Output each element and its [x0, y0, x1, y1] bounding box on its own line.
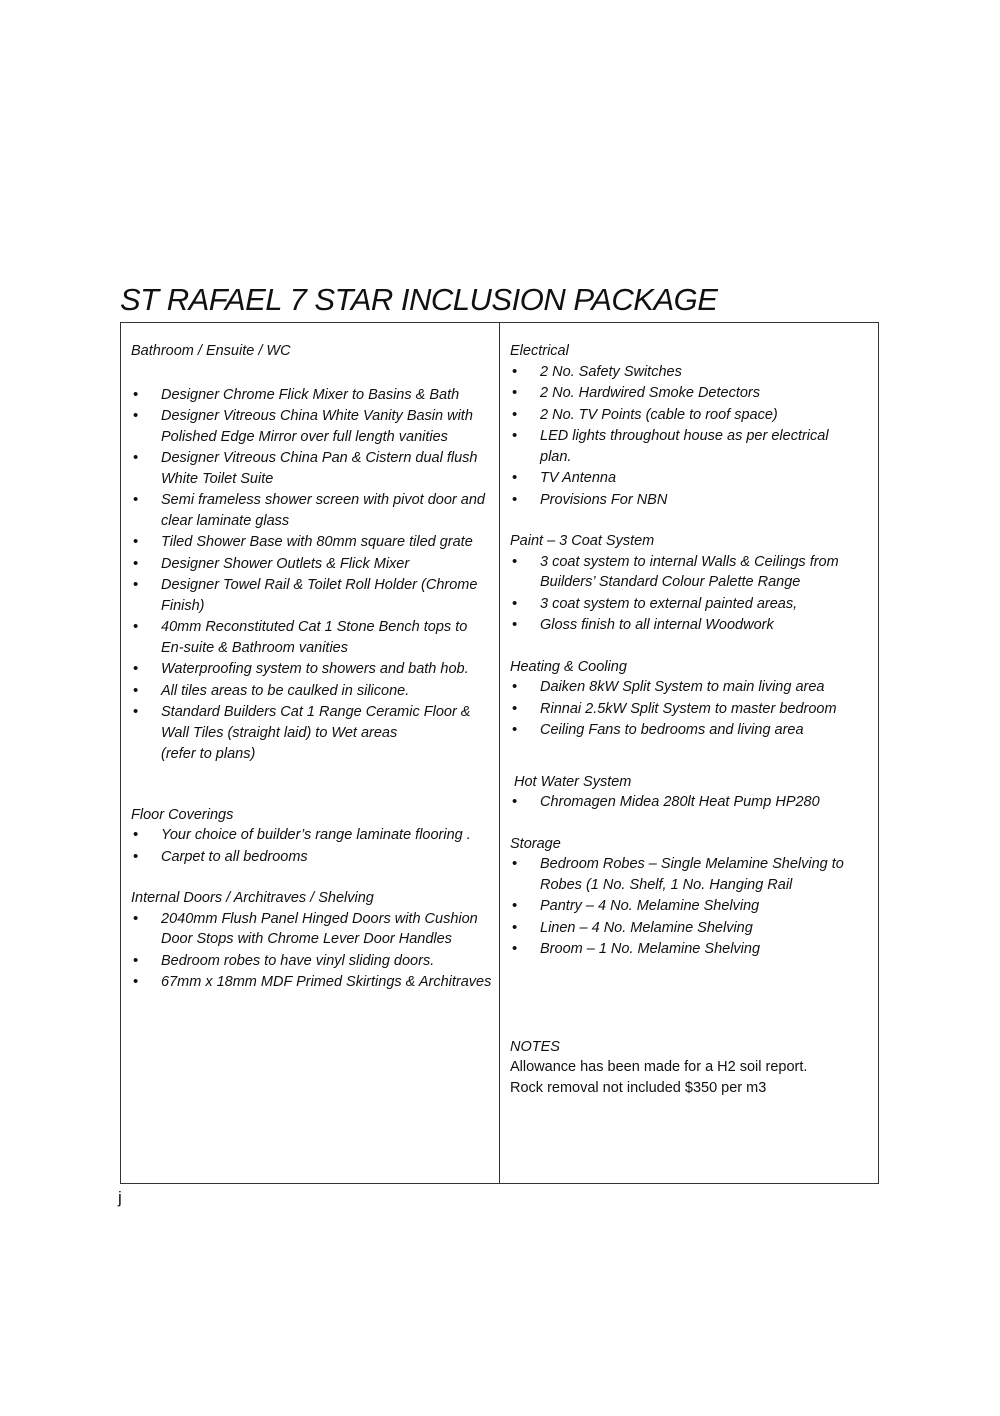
list-item: • Pantry – 4 No. Melamine Shelving: [510, 896, 862, 917]
list-item: • Gloss finish to all internal Woodwork: [510, 615, 862, 636]
list-item: • Rinnai 2.5kW Split System to master bedroom: [510, 699, 862, 720]
notes-line: Rock removal not included $350 per m3: [510, 1079, 767, 1096]
list-item: • Bedroom robes to have vinyl sliding doors.: [131, 951, 493, 972]
list-item: • Bedroom Robes – Single Melamine Shelving to Robes (1 No. Shelf, 1 No. Hanging Rail: [510, 854, 862, 895]
section-heading-floor: Floor Coverings: [131, 806, 234, 823]
list-item: • 2 No. Hardwired Smoke Detectors: [510, 383, 862, 404]
list-item: • Daiken 8kW Split System to main living area: [510, 677, 862, 698]
list-item: • Carpet to all bedrooms: [131, 847, 493, 868]
list-item: • Designer Chrome Flick Mixer to Basins & Bath: [131, 385, 493, 406]
list-item: • Broom – 1 No. Melamine Shelving: [510, 939, 862, 960]
list-item: • Standard Builders Cat 1 Range Ceramic Floor & Wall Tiles (straight laid) to Wet areas: [131, 702, 493, 743]
section-heading-notes: NOTES: [510, 1038, 560, 1055]
list-item: • Chromagen Midea 280lt Heat Pump HP280: [510, 792, 862, 813]
column-divider: [499, 323, 500, 1183]
hotwater-list: [510, 792, 862, 813]
list-item: • LED lights throughout house as per electrical plan.: [510, 426, 862, 467]
list-item: • 2 No. Safety Switches: [510, 362, 862, 383]
list-item: • 2040mm Flush Panel Hinged Doors with Cushion Door Stops with Chrome Lever Door Handles: [131, 909, 493, 950]
doors-list: [131, 909, 493, 993]
inclusion-table: [120, 322, 879, 1184]
section-heading-doors: Internal Doors / Architraves / Shelving: [131, 890, 374, 906]
storage-list: [510, 854, 862, 960]
list-item: • Designer Vitreous China White Vanity Basin with Polished Edge Mirror over full length vanities: [131, 406, 493, 447]
bathroom-note: (refer to plans): [161, 746, 256, 762]
section-heading-bathroom: Bathroom / Ensuite / WC: [131, 343, 291, 359]
list-item: • Ceiling Fans to bedrooms and living area: [510, 720, 862, 741]
right-column: [510, 341, 862, 1098]
notes-line: Allowance has been made for a H2 soil report.: [510, 1059, 808, 1075]
electrical-list: [510, 362, 862, 511]
section-heading-storage: Storage: [510, 835, 561, 852]
list-item: • 40mm Reconstituted Cat 1 Stone Bench tops to En-suite & Bathroom vanities: [131, 617, 493, 658]
paint-list: [510, 552, 862, 636]
left-column: [131, 341, 493, 994]
section-heading-heating: Heating & Cooling: [510, 658, 627, 675]
list-item: • Semi frameless shower screen with pivot door and clear laminate glass: [131, 490, 493, 531]
list-item: • Provisions For NBN: [510, 490, 862, 511]
list-item: • Designer Towel Rail & Toilet Roll Holder (Chrome Finish): [131, 575, 493, 616]
list-item: • TV Antenna: [510, 468, 862, 489]
list-item: • 3 coat system to external painted areas,: [510, 594, 862, 615]
list-item: • 2 No. TV Points (cable to roof space): [510, 405, 862, 426]
floor-list: [131, 825, 493, 867]
list-item: • Linen – 4 No. Melamine Shelving: [510, 918, 862, 939]
list-item: • Designer Vitreous China Pan & Cistern dual flush White Toilet Suite: [131, 448, 493, 489]
list-item: • All tiles areas to be caulked in silicone.: [131, 681, 493, 702]
list-item: • Designer Shower Outlets & Flick Mixer: [131, 554, 493, 575]
list-item: • Waterproofing system to showers and bath hob.: [131, 659, 493, 680]
list-item: • 67mm x 18mm MDF Primed Skirtings & Architraves: [131, 972, 493, 993]
list-item: • Tiled Shower Base with 80mm square tiled grate: [131, 532, 493, 553]
section-heading-hotwater: Hot Water System: [514, 773, 632, 790]
section-heading-electrical: Electrical: [510, 343, 569, 359]
bathroom-list: [131, 385, 493, 744]
list-item: • 3 coat system to internal Walls & Ceilings from Builders’ Standard Colour Palette Range: [510, 552, 862, 593]
page-title: ST RAFAEL 7 STAR INCLUSION PACKAGE: [120, 282, 718, 317]
list-item: • Your choice of builder’s range laminate flooring .: [131, 825, 493, 846]
heating-list: [510, 677, 862, 741]
footer-stray-char: j: [118, 1188, 122, 1207]
section-heading-paint: Paint – 3 Coat System: [510, 533, 655, 549]
